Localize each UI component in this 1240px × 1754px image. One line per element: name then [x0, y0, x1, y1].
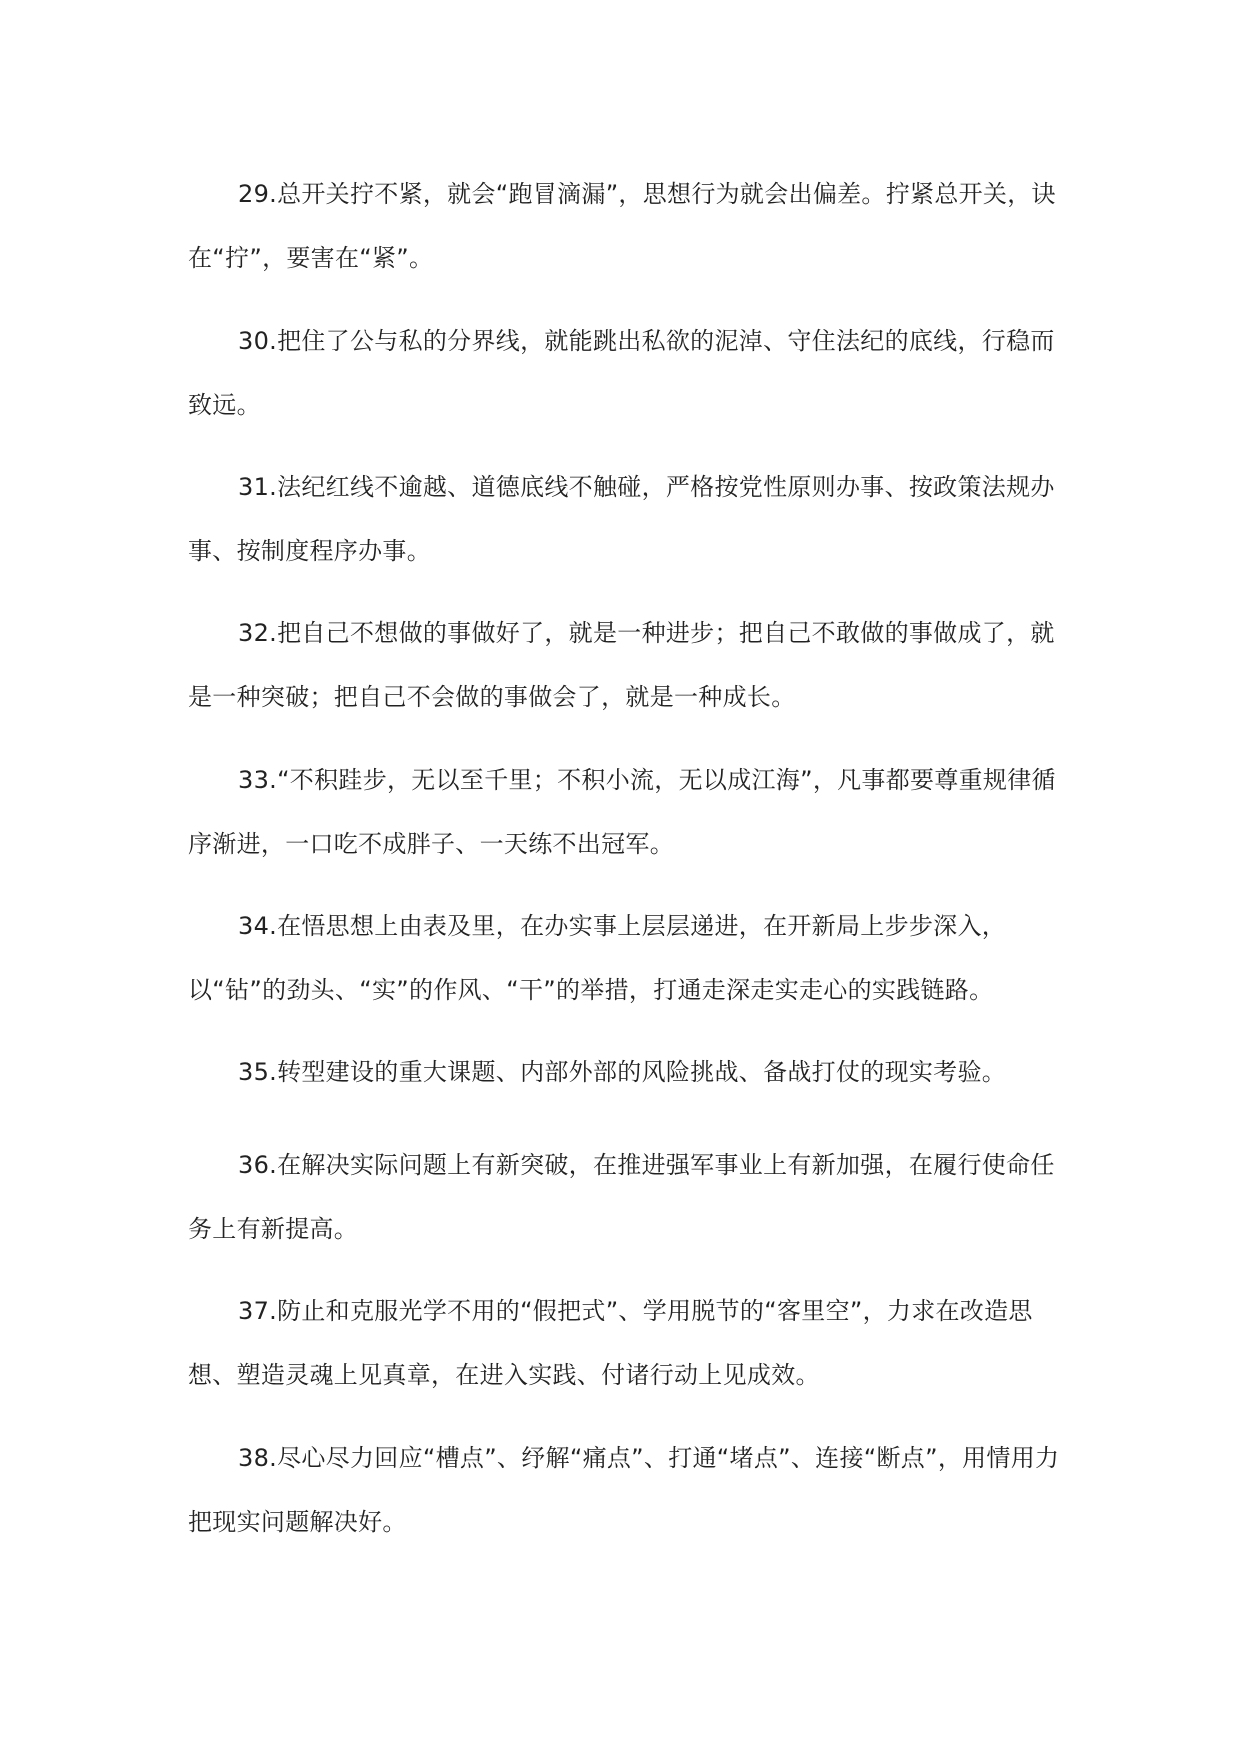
paragraph-38: 38.尽心尽力回应“槽点”、纾解“痛点”、打通“堵点”、连接“断点”，用情用力把现实问题解决好。 — [188, 1444, 1060, 1536]
paragraph-30: 30.把住了公与私的分界线，就能跳出私欲的泥淖、守住法纪的底线，行稳而致远。 — [188, 327, 1055, 419]
paragraph-31: 31.法纪红线不逾越、道德底线不触碰，严格按党性原则办事、按政策法规办事、按制度程序办事。 — [188, 473, 1055, 565]
paragraph-37: 37.防止和克服光学不用的“假把式”、学用脱节的“客里空”，力求在改造思想、塑造灵魂上见真章，在进入实践、付诸行动上见成效。 — [188, 1297, 1033, 1389]
paragraph-29: 29.总开关拧不紧，就会“跑冒滴漏”，思想行为就会出偏差。拧紧总开关，诀在“拧”，要害在“紧”。 — [188, 180, 1056, 272]
paragraph-36: 36.在解决实际问题上有新突破，在推进强军事业上有新加强，在履行使命任务上有新提高。 — [188, 1151, 1055, 1243]
paragraph-33: 33.“不积跬步，无以至千里；不积小流，无以成江海”，凡事都要尊重规律循序渐进，一口吃不成胖子、一天练不出冠军。 — [188, 766, 1056, 858]
paragraph-35: 35.转型建设的重大课题、内部外部的风险挑战、备战打仗的现实考验。 — [238, 1058, 1007, 1086]
paragraph-34: 34.在悟思想上由表及里，在办实事上层层递进，在开新局上步步深入，以“钻”的劲头、“实”的作风、“干”的举措，打通走深走实走心的实践链路。 — [188, 912, 1007, 1004]
paragraph-32: 32.把自己不想做的事做好了，就是一种进步；把自己不敢做的事做成了，就是一种突破；把自己不会做的事做会了，就是一种成长。 — [188, 619, 1055, 711]
